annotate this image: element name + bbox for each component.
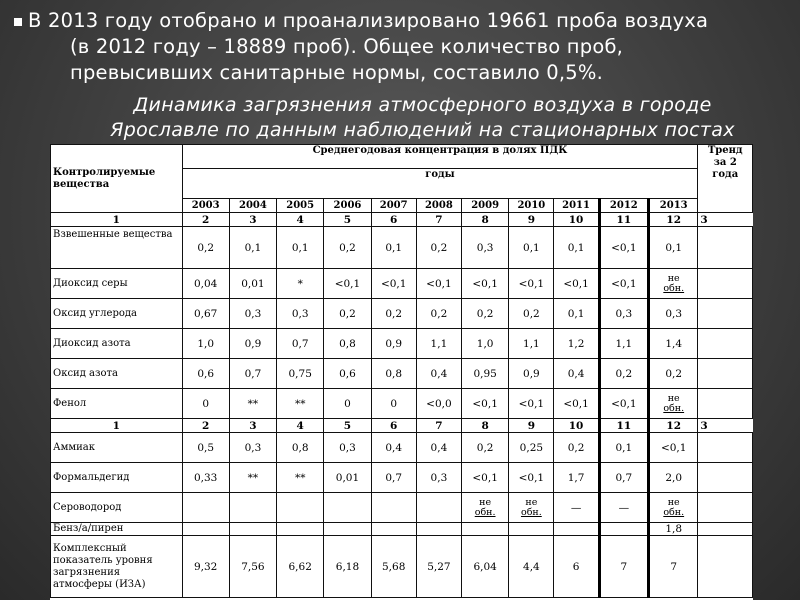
value-cell: <0,1 bbox=[649, 433, 698, 463]
substance-name: Аммиак bbox=[51, 433, 183, 463]
value-cell: 0,25 bbox=[509, 433, 554, 463]
value-cell: 0,2 bbox=[416, 227, 461, 269]
value-cell bbox=[599, 523, 648, 536]
value-cell: 0,9 bbox=[509, 359, 554, 389]
value-cell: 1,1 bbox=[599, 329, 648, 359]
value-cell bbox=[229, 493, 276, 523]
column-number-cell: 11 bbox=[599, 419, 648, 433]
trend-cell bbox=[698, 329, 753, 359]
value-cell: <0,1 bbox=[324, 269, 371, 299]
value-cell: <0,1 bbox=[462, 463, 509, 493]
value-text-bottom: обн. bbox=[663, 402, 685, 414]
column-number-cell: 3 bbox=[698, 213, 753, 227]
value-cell: <0,1 bbox=[554, 389, 599, 419]
value-cell: 0,2 bbox=[462, 299, 509, 329]
value-cell: 0 bbox=[324, 389, 371, 419]
column-number-cell: 2 bbox=[182, 419, 229, 433]
value-cell: 7 bbox=[599, 536, 648, 598]
column-number-cell: 6 bbox=[371, 419, 416, 433]
trend-cell bbox=[698, 433, 753, 463]
column-number-cell: 9 bbox=[509, 419, 554, 433]
table-row bbox=[51, 433, 753, 463]
value-cell: 4,4 bbox=[509, 536, 554, 598]
data-table-image bbox=[50, 144, 753, 600]
table-row bbox=[51, 299, 753, 329]
value-cell bbox=[649, 493, 698, 523]
value-cell: 0,3 bbox=[324, 433, 371, 463]
trend-header: Тренд за 2 года bbox=[698, 145, 753, 213]
trend-cell bbox=[698, 493, 753, 523]
value-cell: 0,67 bbox=[182, 299, 229, 329]
substance-name: Оксид углерода bbox=[51, 299, 183, 329]
value-cell bbox=[182, 493, 229, 523]
value-cell: 0,1 bbox=[649, 227, 698, 269]
value-cell: 0,4 bbox=[416, 433, 461, 463]
year-cell: 2003 bbox=[182, 199, 229, 213]
column-number-cell: 2 bbox=[182, 213, 229, 227]
value-cell: 0,6 bbox=[182, 359, 229, 389]
column-number-cell: 12 bbox=[649, 419, 698, 433]
value-cell: <0,1 bbox=[599, 269, 648, 299]
value-cell bbox=[324, 493, 371, 523]
pollution-table bbox=[50, 144, 753, 598]
value-cell: 0,04 bbox=[182, 269, 229, 299]
value-cell: 9,32 bbox=[182, 536, 229, 598]
column-number-cell: 11 bbox=[599, 213, 648, 227]
value-cell: 0,95 bbox=[462, 359, 509, 389]
table-row bbox=[51, 389, 753, 419]
substance-name: Сероводород bbox=[51, 493, 183, 523]
year-cell: 2012 bbox=[599, 199, 648, 213]
substance-name: Взвешенные вещества bbox=[51, 227, 183, 269]
value-cell bbox=[277, 493, 324, 523]
years-header: годы bbox=[182, 169, 698, 199]
trend-cell bbox=[698, 536, 753, 598]
value-cell bbox=[554, 523, 599, 536]
value-cell bbox=[416, 523, 461, 536]
value-cell: 1,7 bbox=[554, 463, 599, 493]
value-cell bbox=[509, 523, 554, 536]
column-number-cell: 1 bbox=[51, 213, 183, 227]
value-cell: <0,1 bbox=[416, 269, 461, 299]
value-cell: 2,0 bbox=[649, 463, 698, 493]
value-cell: 1,0 bbox=[462, 329, 509, 359]
value-cell: 1,0 bbox=[182, 329, 229, 359]
value-cell: 0,2 bbox=[462, 433, 509, 463]
value-cell: 7 bbox=[649, 536, 698, 598]
value-cell: 0,3 bbox=[462, 227, 509, 269]
value-cell bbox=[462, 493, 509, 523]
value-cell: 0,2 bbox=[324, 227, 371, 269]
value-cell: — bbox=[554, 493, 599, 523]
table-row bbox=[51, 463, 753, 493]
value-cell: 0,2 bbox=[509, 299, 554, 329]
column-number-cell: 8 bbox=[462, 419, 509, 433]
value-cell: 0,1 bbox=[229, 227, 276, 269]
value-cell: 1,1 bbox=[509, 329, 554, 359]
year-cell: 2007 bbox=[371, 199, 416, 213]
value-cell: 0,3 bbox=[649, 299, 698, 329]
value-cell: 0,01 bbox=[324, 463, 371, 493]
value-cell: 0,3 bbox=[277, 299, 324, 329]
value-cell bbox=[462, 523, 509, 536]
column-number-cell: 12 bbox=[649, 213, 698, 227]
value-cell: 0,3 bbox=[599, 299, 648, 329]
column-number-row bbox=[51, 419, 753, 433]
table-row bbox=[51, 227, 753, 269]
column-number-cell: 10 bbox=[554, 213, 599, 227]
value-cell: 0,7 bbox=[277, 329, 324, 359]
value-cell: 0 bbox=[371, 389, 416, 419]
value-cell: 0,6 bbox=[324, 359, 371, 389]
trend-cell bbox=[698, 463, 753, 493]
value-cell: 0,2 bbox=[182, 227, 229, 269]
value-cell: 0,2 bbox=[371, 299, 416, 329]
value-cell: 0,8 bbox=[277, 433, 324, 463]
value-cell bbox=[371, 523, 416, 536]
value-text-top: не bbox=[667, 496, 680, 508]
table-row bbox=[51, 493, 753, 523]
column-number-cell: 3 bbox=[229, 213, 276, 227]
table-caption bbox=[50, 93, 795, 143]
header-row-1 bbox=[51, 145, 753, 169]
value-cell: ** bbox=[229, 389, 276, 419]
value-cell: <0,1 bbox=[509, 463, 554, 493]
intro-line-1: В 2013 году отобрано и проанализировано 19661 проба воздуха bbox=[28, 9, 709, 32]
value-cell: 0,3 bbox=[416, 463, 461, 493]
value-cell: 6,18 bbox=[324, 536, 371, 598]
value-text-bottom: обн. bbox=[663, 506, 685, 518]
value-cell: <0,1 bbox=[509, 269, 554, 299]
value-cell: 0,3 bbox=[229, 299, 276, 329]
value-cell: 0,75 bbox=[277, 359, 324, 389]
substance-name: Диоксид азота bbox=[51, 329, 183, 359]
value-text-top: не bbox=[525, 496, 538, 508]
value-cell bbox=[416, 493, 461, 523]
value-cell: <0,1 bbox=[509, 389, 554, 419]
value-cell bbox=[229, 523, 276, 536]
value-cell: 0,9 bbox=[229, 329, 276, 359]
value-cell: <0,1 bbox=[462, 389, 509, 419]
value-cell bbox=[371, 493, 416, 523]
column-number-cell: 5 bbox=[324, 213, 371, 227]
year-cell: 2013 bbox=[649, 199, 698, 213]
value-cell: 1,1 bbox=[416, 329, 461, 359]
value-cell: 0,5 bbox=[182, 433, 229, 463]
value-cell: 0,1 bbox=[554, 227, 599, 269]
value-cell: 0,1 bbox=[554, 299, 599, 329]
value-cell: <0,1 bbox=[599, 389, 648, 419]
value-cell: 0,2 bbox=[324, 299, 371, 329]
value-cell: 0,1 bbox=[277, 227, 324, 269]
table-row bbox=[51, 523, 753, 536]
value-cell: 0,7 bbox=[599, 463, 648, 493]
year-cell: 2004 bbox=[229, 199, 276, 213]
column-number-cell: 6 bbox=[371, 213, 416, 227]
value-cell: <0,1 bbox=[554, 269, 599, 299]
year-cell: 2006 bbox=[324, 199, 371, 213]
value-cell: 0,4 bbox=[416, 359, 461, 389]
trend-cell bbox=[698, 299, 753, 329]
substance-name: Фенол bbox=[51, 389, 183, 419]
value-text-top: не bbox=[479, 496, 492, 508]
year-cell: 2009 bbox=[462, 199, 509, 213]
value-text-bottom: обн. bbox=[663, 282, 685, 294]
value-cell: 0,2 bbox=[416, 299, 461, 329]
column-number-cell: 4 bbox=[277, 213, 324, 227]
caption-line-1: Динамика загрязнения атмосферного воздуха в городе bbox=[133, 94, 712, 116]
value-cell: 0,2 bbox=[649, 359, 698, 389]
value-cell bbox=[509, 493, 554, 523]
column-number-cell: 9 bbox=[509, 213, 554, 227]
value-text-bottom: обн. bbox=[520, 506, 542, 518]
value-cell: 7,56 bbox=[229, 536, 276, 598]
value-cell: 0,1 bbox=[371, 227, 416, 269]
substance-name: Формальдегид bbox=[51, 463, 183, 493]
value-cell: — bbox=[599, 493, 648, 523]
value-cell: 1,4 bbox=[649, 329, 698, 359]
value-cell: 0,7 bbox=[229, 359, 276, 389]
value-cell: 0,01 bbox=[229, 269, 276, 299]
column-number-cell: 3 bbox=[229, 419, 276, 433]
table-row bbox=[51, 536, 753, 598]
value-cell bbox=[649, 269, 698, 299]
value-cell: 0,1 bbox=[509, 227, 554, 269]
substance-name: Комплексный показатель уровня загрязнения атмосферы (ИЗА) bbox=[51, 536, 183, 598]
value-cell: 0,4 bbox=[371, 433, 416, 463]
value-cell: 0,33 bbox=[182, 463, 229, 493]
column-number-cell: 8 bbox=[462, 213, 509, 227]
value-text-top: не bbox=[667, 272, 680, 284]
trend-cell bbox=[698, 269, 753, 299]
table-row bbox=[51, 359, 753, 389]
substance-name: Оксид азота bbox=[51, 359, 183, 389]
trend-cell bbox=[698, 359, 753, 389]
value-cell: 1,8 bbox=[649, 523, 698, 536]
bullet-marker bbox=[14, 18, 22, 26]
column-number-cell: 1 bbox=[51, 419, 183, 433]
value-cell bbox=[182, 523, 229, 536]
intro-text bbox=[28, 8, 798, 86]
value-text-bottom: обн. bbox=[474, 506, 496, 518]
trend-cell bbox=[698, 389, 753, 419]
column-number-cell: 7 bbox=[416, 419, 461, 433]
trend-cell bbox=[698, 227, 753, 269]
value-cell: 0,2 bbox=[599, 359, 648, 389]
intro-line-2: (в 2012 году – 18889 проб). Общее количество проб, bbox=[70, 35, 624, 58]
value-cell: 0,7 bbox=[371, 463, 416, 493]
trend-cell bbox=[698, 523, 753, 536]
value-cell: 0,3 bbox=[229, 433, 276, 463]
value-cell: 0,1 bbox=[599, 433, 648, 463]
value-cell bbox=[277, 523, 324, 536]
value-cell: * bbox=[277, 269, 324, 299]
value-cell: 0,2 bbox=[554, 433, 599, 463]
year-cell: 2005 bbox=[277, 199, 324, 213]
value-cell bbox=[649, 389, 698, 419]
value-cell: 0 bbox=[182, 389, 229, 419]
value-cell: 6,62 bbox=[277, 536, 324, 598]
value-cell: 1,2 bbox=[554, 329, 599, 359]
value-cell bbox=[324, 523, 371, 536]
caption-line-2: Ярославле по данным наблюдений на стационарных постах bbox=[110, 119, 735, 141]
value-cell: <0,1 bbox=[462, 269, 509, 299]
value-cell: <0,1 bbox=[371, 269, 416, 299]
year-cell: 2008 bbox=[416, 199, 461, 213]
substance-header: Контролируемые вещества bbox=[51, 145, 183, 213]
intro-line-3: превысивших санитарные нормы, составило 0,5%. bbox=[70, 61, 604, 84]
column-number-row bbox=[51, 213, 753, 227]
value-cell: 6 bbox=[554, 536, 599, 598]
value-text-top: не bbox=[667, 392, 680, 404]
value-cell: 5,27 bbox=[416, 536, 461, 598]
concentration-header: Среднегодовая концентрация в долях ПДК bbox=[182, 145, 698, 169]
column-number-cell: 7 bbox=[416, 213, 461, 227]
value-cell: <0,0 bbox=[416, 389, 461, 419]
value-cell: 0,8 bbox=[371, 359, 416, 389]
value-cell: ** bbox=[277, 463, 324, 493]
value-cell: ** bbox=[229, 463, 276, 493]
column-number-cell: 4 bbox=[277, 419, 324, 433]
table-row bbox=[51, 269, 753, 299]
value-cell: 5,68 bbox=[371, 536, 416, 598]
value-cell: 0,4 bbox=[554, 359, 599, 389]
value-cell: 0,9 bbox=[371, 329, 416, 359]
value-cell: <0,1 bbox=[599, 227, 648, 269]
value-cell: ** bbox=[277, 389, 324, 419]
table-row bbox=[51, 329, 753, 359]
value-cell: 6,04 bbox=[462, 536, 509, 598]
substance-name: Диоксид серы bbox=[51, 269, 183, 299]
year-cell: 2011 bbox=[554, 199, 599, 213]
column-number-cell: 10 bbox=[554, 419, 599, 433]
substance-name: Бенз/а/пирен bbox=[51, 523, 183, 536]
year-cell: 2010 bbox=[509, 199, 554, 213]
column-number-cell: 3 bbox=[698, 419, 753, 433]
value-cell: 0,8 bbox=[324, 329, 371, 359]
column-number-cell: 5 bbox=[324, 419, 371, 433]
